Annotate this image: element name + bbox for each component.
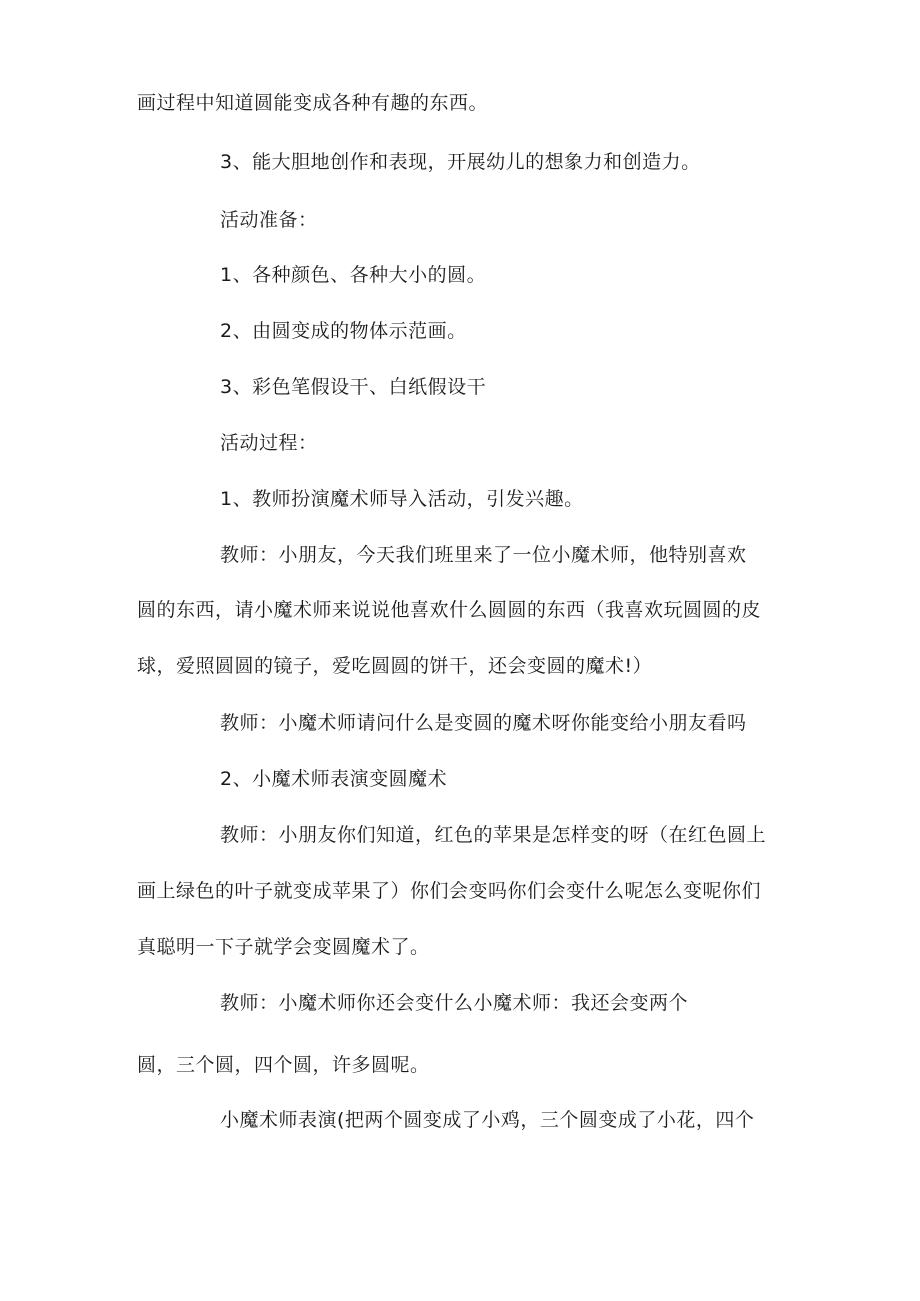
text-line: 2、小魔术师表演变圆魔术 xyxy=(220,768,448,790)
text-line: 3、能大胆地创作和表现，开展幼儿的想象力和创造力。 xyxy=(220,151,701,173)
text-line: 画上绿色的叶子就变成苹果了）你们会变吗你们会变什么呢怎么变呢你们 xyxy=(137,880,762,902)
section-heading: 活动准备： xyxy=(220,209,318,231)
text-line: 圆的东西，请小魔术师来说说他喜欢什么圆圆的东西（我喜欢玩圆圆的皮 xyxy=(137,599,762,621)
text-line: 圆，三个圆，四个圆，许多圆呢。 xyxy=(137,1054,430,1076)
text-line: 小魔术师表演(把两个圆变成了小鸡，三个圆变成了小花，四个 xyxy=(220,1109,755,1131)
text-line: 教师：小朋友你们知道，红色的苹果是怎样变的呀（在红色圆上 xyxy=(220,824,767,846)
text-line: 教师：小魔术师你还会变什么小魔术师：我还会变两个 xyxy=(220,992,689,1014)
text-line: 1、教师扮演魔术师导入活动，引发兴趣。 xyxy=(220,488,584,510)
text-line: 画过程中知道圆能变成各种有趣的东西。 xyxy=(137,92,489,114)
text-line: 1、各种颜色、各种大小的圆。 xyxy=(220,264,487,286)
text-line: 教师：小朋友，今天我们班里来了一位小魔术师，他特别喜欢 xyxy=(220,544,747,566)
text-line: 真聪明一下子就学会变圆魔术了。 xyxy=(137,936,430,958)
text-line: 2、由圆变成的物体示范画。 xyxy=(220,320,467,342)
text-line: 教师：小魔术师请问什么是变圆的魔术呀你能变给小朋友看吗 xyxy=(220,712,747,734)
text-line: 3、彩色笔假设干、白纸假设干 xyxy=(220,376,487,398)
text-line: 球，爱照圆圆的镜子，爱吃圆圆的饼干，还会变圆的魔术!） xyxy=(137,655,653,677)
section-heading: 活动过程： xyxy=(220,432,318,454)
